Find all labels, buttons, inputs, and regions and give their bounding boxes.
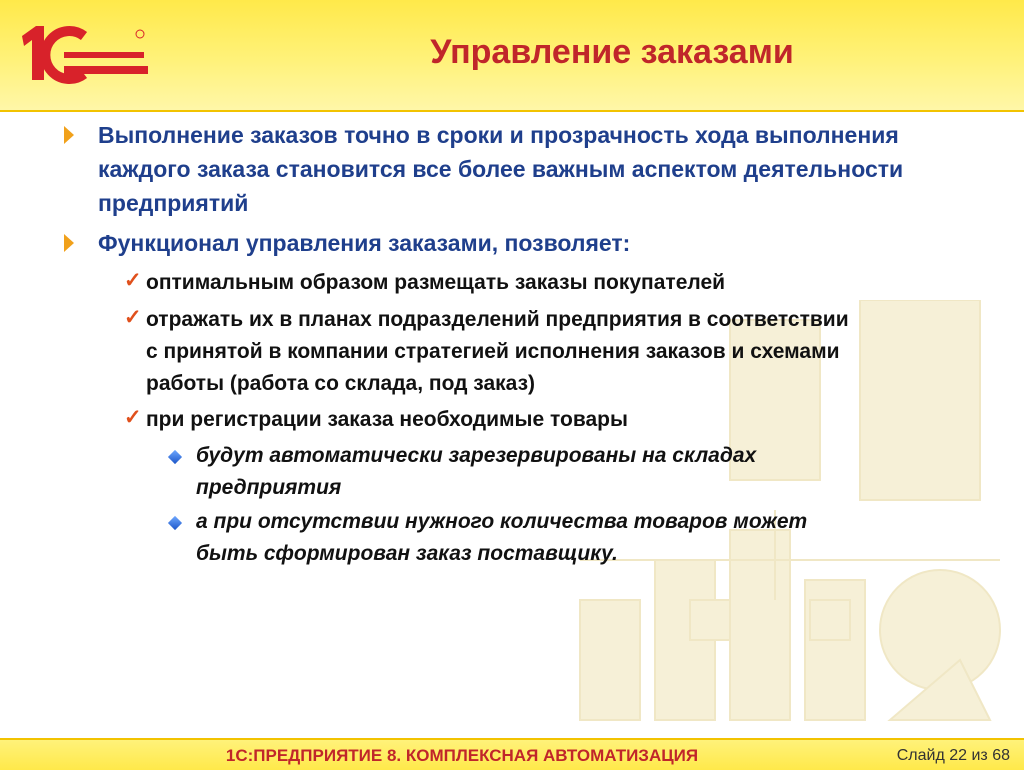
slide-number: Слайд 22 из 68 <box>896 747 1010 764</box>
subitem-reflect-plans: отражать их в планах подразделений предприятия в соответствии <box>146 308 849 331</box>
slide-title: Управление заказами <box>430 33 794 71</box>
bullet-orders-timeliness: Выполнение заказов точно в сроки и прозрачность хода выполнения каждого заказа становится все более важным аспектом деятельности предприятий <box>98 122 904 216</box>
subsubitem-reserve-cont: предприятия <box>196 476 342 499</box>
check-bullet-icon: ✓ <box>124 269 142 292</box>
subitem-reflect-plans-cont: с принятой в компании стратегией исполнения заказов и схемами <box>146 340 840 363</box>
subsubitem-reserve: будут автоматически зарезервированы на складах <box>196 444 757 467</box>
subitem-place-orders: оптимальным образом размещать заказы покупателей <box>146 271 726 294</box>
triangle-bullet-icon <box>64 234 74 252</box>
check-bullet-icon: ✓ <box>124 306 142 329</box>
subitem-reflect-plans-cont: работы (работа со склада, под заказ) <box>146 372 536 395</box>
subsubitem-supplier-order-cont: быть сформирован заказ поставщику. <box>196 542 618 565</box>
subitem-registration: при регистрации заказа необходимые товары <box>146 408 628 431</box>
diamond-bullet-icon <box>168 516 182 530</box>
check-bullet-icon: ✓ <box>124 406 142 429</box>
triangle-bullet-icon <box>64 126 74 144</box>
bullet-functionality: Функционал управления заказами, позволяет: <box>98 230 631 256</box>
1c-logo <box>18 22 150 88</box>
slide-header <box>0 0 1024 112</box>
subsubitem-supplier-order: а при отсутствии нужного количества товаров может <box>196 510 808 533</box>
footer-brand: 1С:ПРЕДПРИЯТИЕ 8. КОМПЛЕКСНАЯ АВТОМАТИЗАЦИЯ <box>225 746 699 765</box>
diamond-bullet-icon <box>168 450 182 464</box>
slide-footer <box>0 738 1024 770</box>
